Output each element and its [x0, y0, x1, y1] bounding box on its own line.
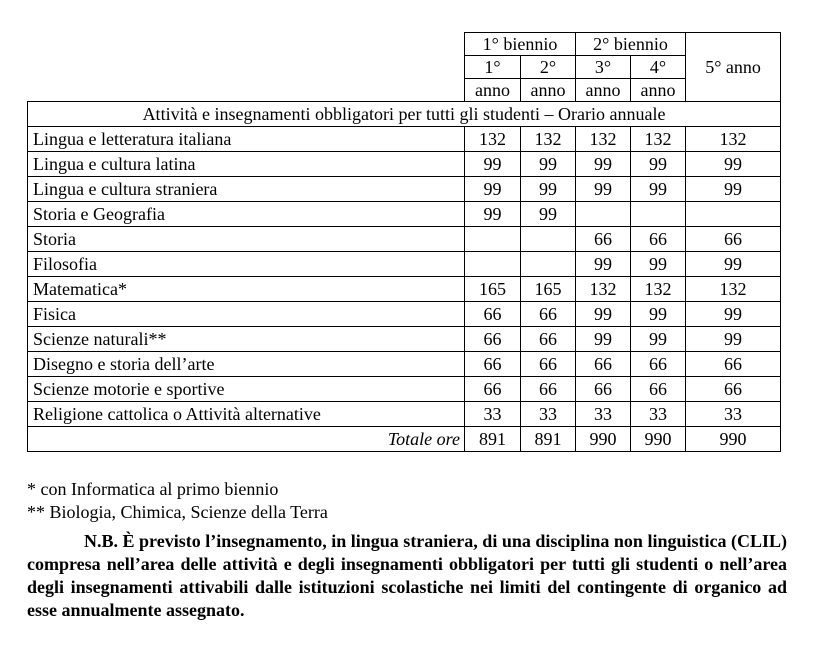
- footnote-scienze: ** Biologia, Chimica, Scienze della Terra: [27, 502, 328, 522]
- hours-cell: 132: [576, 127, 631, 152]
- header-row-groups: [28, 33, 781, 56]
- hours-cell: 66: [576, 352, 631, 377]
- table-row: [28, 177, 781, 202]
- header-year-2: 2°: [521, 56, 576, 79]
- section-title: Attività e insegnamenti obbligatori per tutti gli studenti – Orario annuale: [28, 102, 781, 127]
- hours-cell: 99: [631, 302, 686, 327]
- hours-cell: 99: [686, 327, 781, 352]
- hours-cell: 66: [631, 352, 686, 377]
- hours-cell: 99: [521, 177, 576, 202]
- hours-cell: 99: [521, 152, 576, 177]
- hours-cell: 132: [686, 127, 781, 152]
- hours-cell: 66: [686, 377, 781, 402]
- subject-name: Storia: [28, 227, 465, 252]
- total-cell: 990: [631, 427, 686, 452]
- total-row: [28, 427, 781, 452]
- hours-cell: 66: [465, 377, 521, 402]
- hours-cell: 132: [686, 277, 781, 302]
- hours-cell: [521, 227, 576, 252]
- hours-cell: [465, 252, 521, 277]
- hours-cell: 33: [465, 402, 521, 427]
- subject-rows: [28, 127, 781, 427]
- subject-name: Scienze motorie e sportive: [28, 377, 465, 402]
- total-label: Totale ore: [28, 427, 465, 452]
- header-anno-3: anno: [576, 79, 631, 102]
- hours-cell: 99: [465, 202, 521, 227]
- subject-name: Lingua e cultura latina: [28, 152, 465, 177]
- hours-cell: 66: [576, 377, 631, 402]
- hours-cell: [465, 227, 521, 252]
- table-row: [28, 327, 781, 352]
- hours-cell: 33: [576, 402, 631, 427]
- hours-cell: 33: [686, 402, 781, 427]
- hours-cell: 66: [631, 377, 686, 402]
- footnotes: [27, 478, 787, 524]
- hours-cell: 99: [521, 202, 576, 227]
- hours-cell: 99: [465, 177, 521, 202]
- header-anno-2: anno: [521, 79, 576, 102]
- hours-cell: 66: [686, 352, 781, 377]
- hours-cell: [521, 252, 576, 277]
- hours-cell: 99: [631, 327, 686, 352]
- hours-cell: 99: [465, 152, 521, 177]
- hours-cell: 99: [576, 177, 631, 202]
- hours-cell: 132: [521, 127, 576, 152]
- nb-paragraph: N.B. È previsto l’insegnamento, in lingua straniera, di una disciplina non linguistica (CLIL) compresa nell’area delle attività e degli insegnamenti obbligatori per tutti gli studenti o nell’area degli insegnamenti attivabili dalle istituzioni scolastiche nei limiti del contingente di organico ad esse annualmente assegnato.: [27, 531, 787, 620]
- hours-cell: 66: [521, 302, 576, 327]
- hours-cell: 66: [521, 377, 576, 402]
- hours-cell: 99: [576, 152, 631, 177]
- hours-cell: [576, 202, 631, 227]
- hours-cell: 99: [686, 302, 781, 327]
- table-row: [28, 252, 781, 277]
- hours-cell: 165: [521, 277, 576, 302]
- header-second-biennium: 2° biennio: [576, 33, 686, 56]
- hours-cell: [686, 202, 781, 227]
- hours-cell: 66: [686, 227, 781, 252]
- header-empty-cell: [28, 33, 465, 102]
- table-row: [28, 152, 781, 177]
- table-row: [28, 277, 781, 302]
- subject-name: Scienze naturali**: [28, 327, 465, 352]
- total-cell: 891: [465, 427, 521, 452]
- subject-name: Filosofia: [28, 252, 465, 277]
- subject-name: Lingua e cultura straniera: [28, 177, 465, 202]
- total-cell: 891: [521, 427, 576, 452]
- hours-table: [27, 32, 781, 452]
- header-year-1: 1°: [465, 56, 521, 79]
- header-year-4: 4°: [631, 56, 686, 79]
- hours-cell: 132: [631, 277, 686, 302]
- hours-cell: 66: [465, 352, 521, 377]
- hours-cell: 99: [576, 252, 631, 277]
- hours-cell: 99: [576, 327, 631, 352]
- footnote-informatica: * con Informatica al primo biennio: [27, 479, 279, 499]
- hours-cell: 66: [521, 327, 576, 352]
- hours-cell: 132: [465, 127, 521, 152]
- subject-name: Fisica: [28, 302, 465, 327]
- hours-cell: 132: [576, 277, 631, 302]
- hours-cell: 33: [521, 402, 576, 427]
- subject-name: Lingua e letteratura italiana: [28, 127, 465, 152]
- hours-cell: 132: [631, 127, 686, 152]
- hours-cell: 99: [576, 302, 631, 327]
- table-row: [28, 352, 781, 377]
- hours-cell: 33: [631, 402, 686, 427]
- header-anno-1: anno: [465, 79, 521, 102]
- table-row: [28, 202, 781, 227]
- hours-cell: 99: [686, 252, 781, 277]
- total-cell: 990: [576, 427, 631, 452]
- table-row: [28, 377, 781, 402]
- total-cell: 990: [686, 427, 781, 452]
- table-row: [28, 127, 781, 152]
- table-row: [28, 302, 781, 327]
- subject-name: Religione cattolica o Attività alternative: [28, 402, 465, 427]
- hours-cell: 66: [465, 302, 521, 327]
- section-title-row: [28, 102, 781, 127]
- hours-cell: 99: [686, 177, 781, 202]
- subject-name: Matematica*: [28, 277, 465, 302]
- hours-cell: 66: [631, 227, 686, 252]
- header-anno-4: anno: [631, 79, 686, 102]
- table-row: [28, 227, 781, 252]
- header-fifth-year: 5° anno: [686, 33, 781, 102]
- header-first-biennium: 1° biennio: [465, 33, 576, 56]
- hours-cell: 165: [465, 277, 521, 302]
- hours-cell: 99: [631, 177, 686, 202]
- hours-cell: [631, 202, 686, 227]
- subject-name: Storia e Geografia: [28, 202, 465, 227]
- hours-cell: 99: [686, 152, 781, 177]
- hours-cell: 99: [631, 152, 686, 177]
- header-year-3: 3°: [576, 56, 631, 79]
- hours-cell: 99: [631, 252, 686, 277]
- hours-cell: 66: [576, 227, 631, 252]
- table-row: [28, 402, 781, 427]
- subject-name: Disegno e storia dell’arte: [28, 352, 465, 377]
- hours-cell: 66: [465, 327, 521, 352]
- hours-cell: 66: [521, 352, 576, 377]
